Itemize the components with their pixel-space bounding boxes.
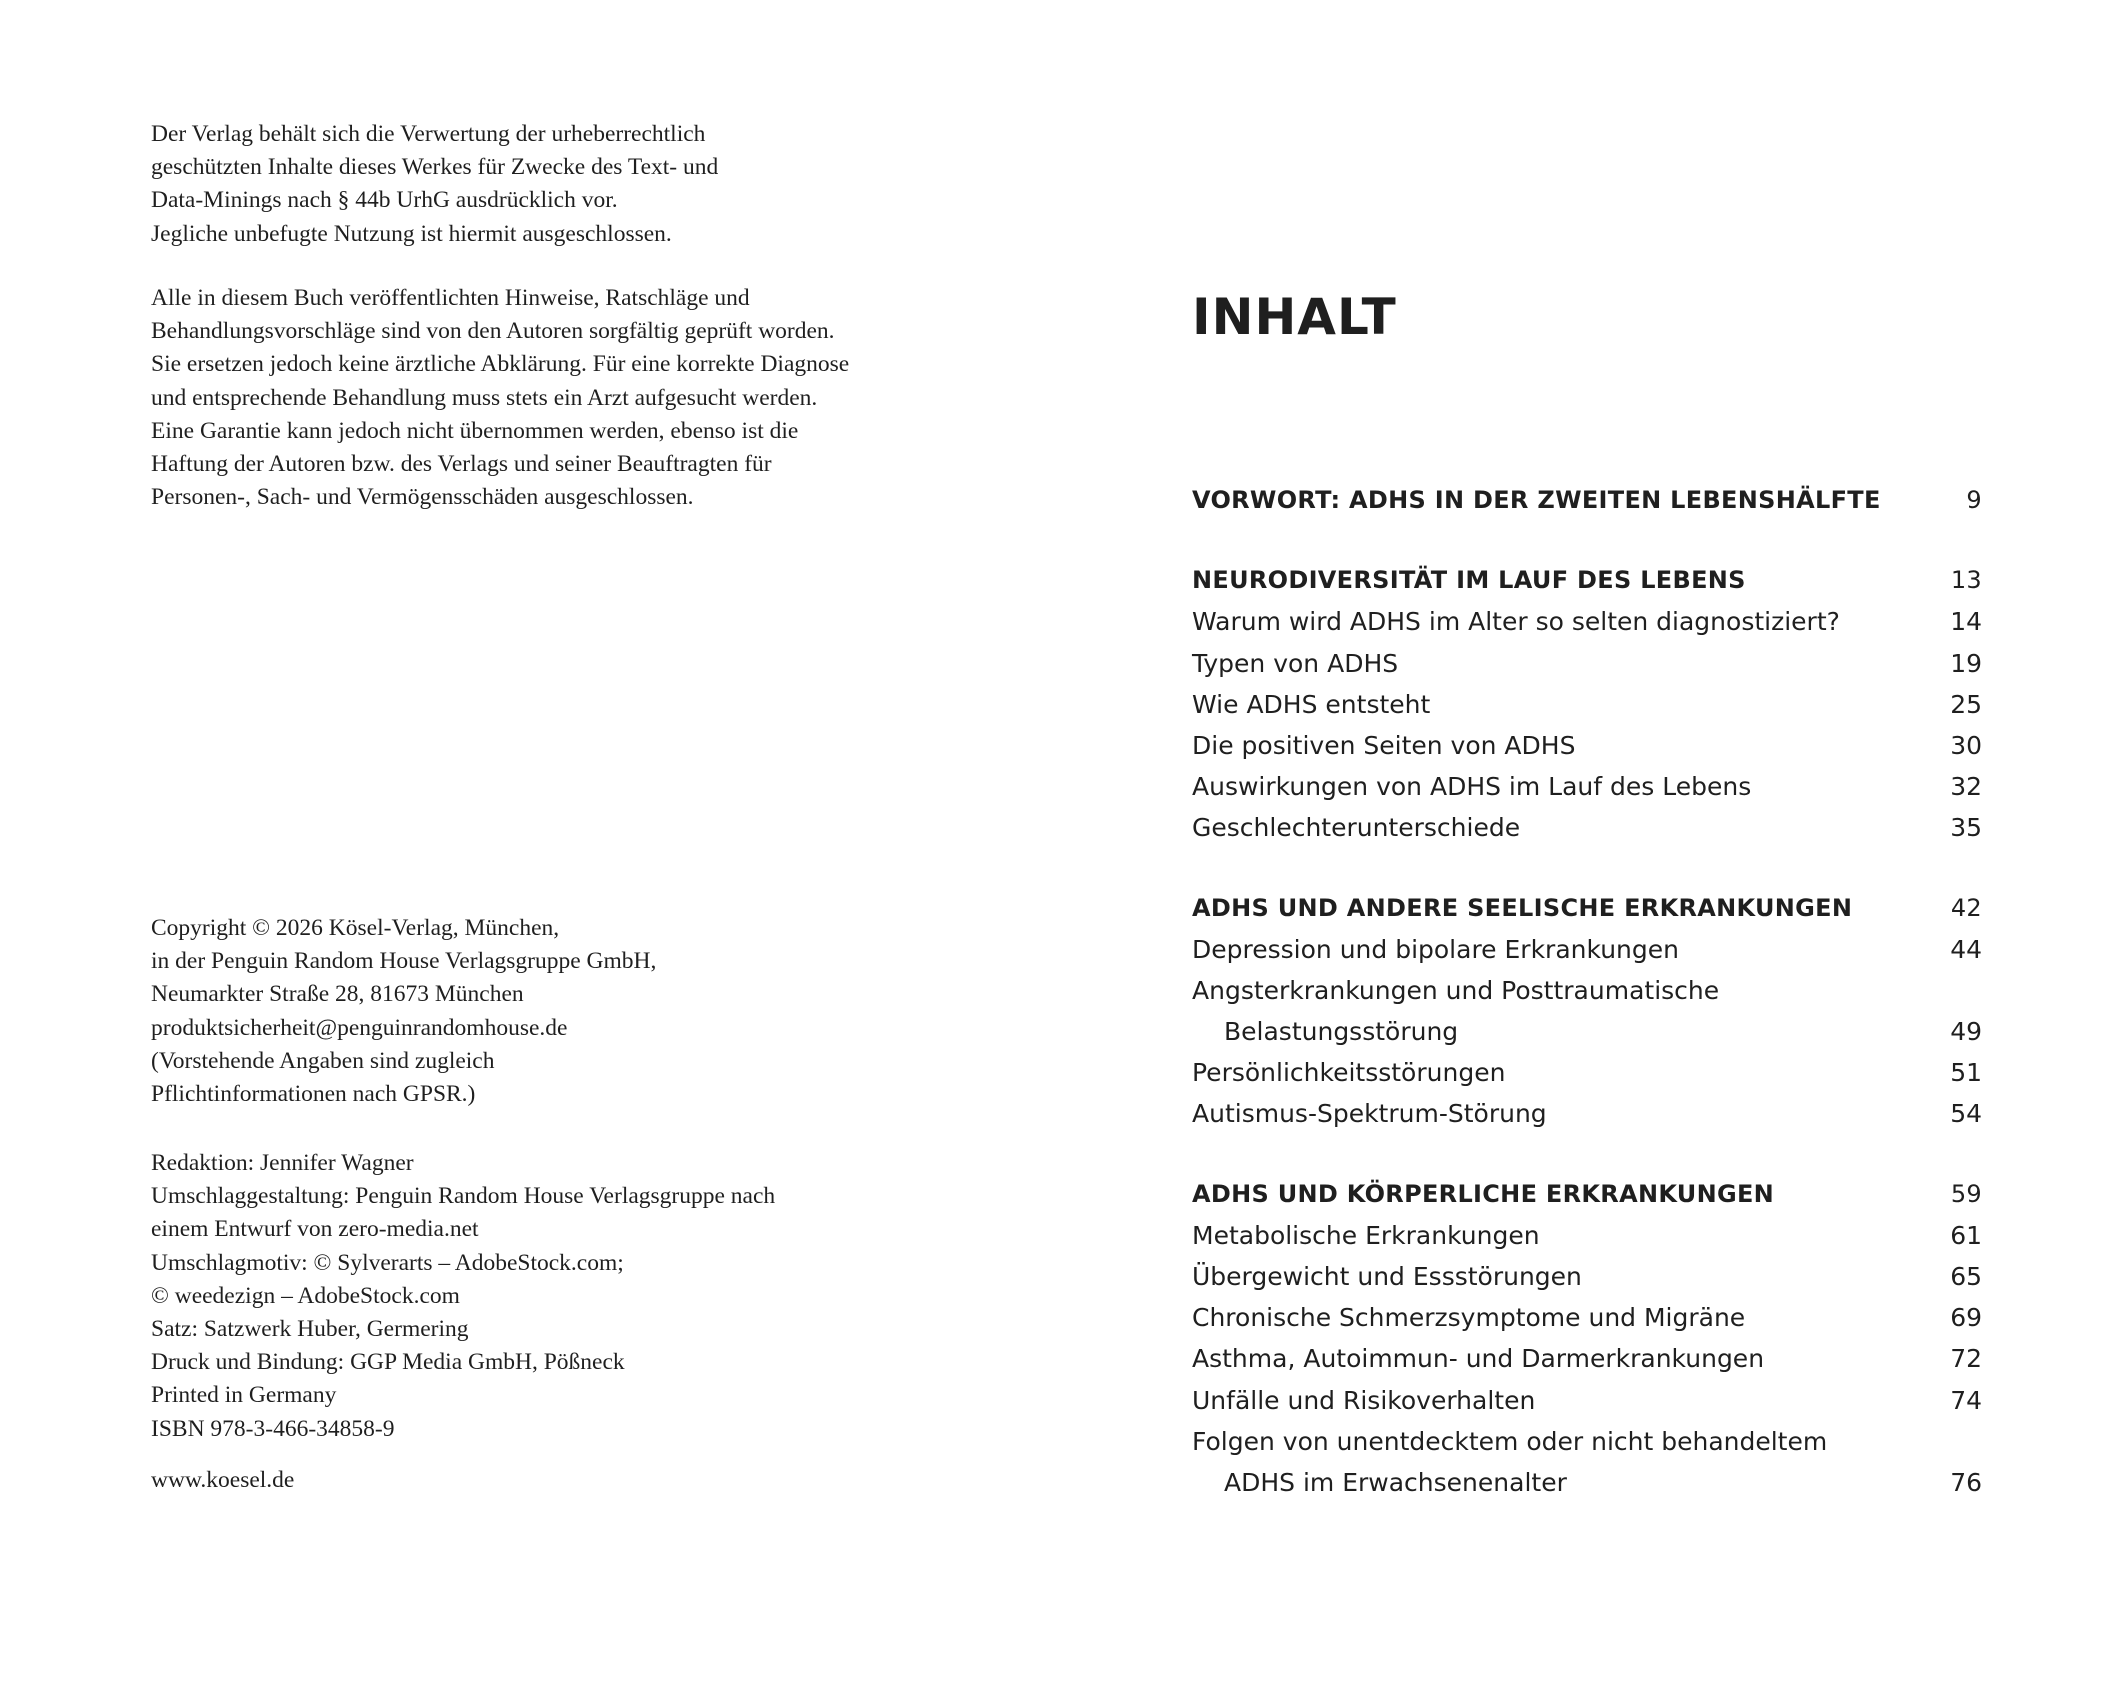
toc-list [1192, 480, 1982, 1503]
toc-entry [1192, 1421, 1982, 1462]
toc-page-number: 35 [1950, 813, 1982, 843]
toc-label: Auswirkungen von ADHS im Lauf des Lebens [1192, 772, 1752, 802]
toc-chapter [1192, 888, 1982, 929]
publisher-website [151, 1464, 294, 1497]
toc-page-number: 69 [1950, 1303, 1982, 1333]
toc-title: INHALT [1192, 288, 1397, 346]
toc-page-number: 72 [1950, 1344, 1982, 1374]
text-line: einem Entwurf von zero-media.net [151, 1216, 479, 1243]
toc-page-number: 74 [1950, 1385, 1982, 1415]
text-line: Data-Minings nach § 44b UrhG ausdrücklich vor. [151, 187, 618, 214]
toc-page-number: 30 [1950, 730, 1982, 760]
toc-label: ADHS UND ANDERE SEELISCHE ERKRANKUNGEN [1192, 893, 1853, 922]
text-line: Umschlagmotiv: © Sylverarts – AdobeStock.com; [151, 1249, 624, 1276]
toc-page-number: 19 [1950, 648, 1982, 678]
toc-entry [1192, 1093, 1982, 1134]
text-line: Druck und Bindung: GGP Media GmbH, Pößneck [151, 1349, 625, 1376]
toc-entry [1192, 1256, 1982, 1297]
text-line: Eine Garantie kann jedoch nicht übernommen werden, ebenso ist die [151, 417, 799, 444]
toc-chapter [1192, 560, 1982, 601]
text-line: Haftung der Autoren bzw. des Verlags und seiner Beauftragten für [151, 451, 772, 478]
toc-page-number: 51 [1950, 1058, 1982, 1088]
toc-entry [1192, 766, 1982, 807]
text-line: Alle in diesem Buch veröffentlichten Hinweise, Ratschläge und [151, 285, 750, 311]
toc-label: Geschlechterunterschiede [1192, 813, 1521, 843]
toc-page-number: 61 [1950, 1220, 1982, 1250]
text-line: Personen-, Sach- und Vermögensschäden ausgeschlossen. [151, 484, 694, 511]
toc-page-number: 54 [1950, 1099, 1982, 1129]
toc-label: ADHS UND KÖRPERLICHE ERKRANKUNGEN [1192, 1179, 1775, 1208]
toc-page-number: 9 [1966, 486, 1982, 514]
text-line: Sie ersetzen jedoch keine ärztliche Abklärung. Für eine korrekte Diagnose [151, 351, 850, 378]
text-line: Pflichtinformationen nach GPSR.) [151, 1081, 476, 1108]
toc-entry [1192, 807, 1982, 848]
text-line: Umschlaggestaltung: Penguin Random House Verlagsgruppe nach [151, 1183, 776, 1210]
toc-page-number: 13 [1950, 566, 1982, 595]
toc-page-number: 59 [1950, 1179, 1982, 1208]
text-line: Der Verlag behält sich die Verwertung der urheberrechtlich [151, 121, 706, 147]
toc-label: Chronische Schmerzsymptome und Migräne [1192, 1303, 1746, 1333]
toc-entry [1192, 725, 1982, 766]
toc-entry [1192, 970, 1982, 1011]
toc-label: ADHS im Erwachsenenalter [1224, 1467, 1567, 1497]
toc-label: Typen von ADHS [1192, 648, 1399, 678]
toc-entry [1192, 929, 1982, 970]
text-line: und entsprechende Behandlung muss stets ein Arzt aufgesucht werden. [151, 384, 818, 411]
text-line: geschützten Inhalte dieses Werkes für Zwecke des Text- und [151, 154, 719, 181]
text-line: Redaktion: Jennifer Wagner [151, 1150, 414, 1176]
toc-label: Angsterkrankungen und Posttraumatische [1192, 975, 1720, 1005]
toc-entry [1192, 1380, 1982, 1421]
text-line: Neumarkter Straße 28, 81673 München [151, 981, 524, 1008]
toc-entry-continuation [1192, 1011, 1982, 1052]
toc-entry [1192, 643, 1982, 684]
toc-chapter [1192, 1174, 1982, 1215]
toc-label: Übergewicht und Essstörungen [1192, 1262, 1582, 1291]
toc-page-number: 42 [1950, 893, 1982, 922]
toc-entry [1192, 601, 1982, 642]
text-line: in der Penguin Random House Verlagsgruppe GmbH, [151, 948, 657, 975]
text-line: Jegliche unbefugte Nutzung ist hiermit ausgeschlossen. [151, 220, 672, 247]
toc-label: Persönlichkeitsstörungen [1192, 1058, 1506, 1088]
toc-entry [1192, 1297, 1982, 1338]
website-url: www.koesel.de [151, 1467, 295, 1493]
toc-page-number: 49 [1950, 1017, 1982, 1047]
toc-entry [1192, 1338, 1982, 1379]
toc-label: Autismus-Spektrum-Störung [1192, 1099, 1547, 1129]
toc-label: Asthma, Autoimmun- und Darmerkrankungen [1192, 1344, 1765, 1374]
toc-label: Belastungsstörung [1224, 1017, 1459, 1047]
toc-entry [1192, 1052, 1982, 1093]
toc-page-number: 25 [1950, 689, 1982, 719]
text-line: Copyright © 2026 Kösel-Verlag, München, [151, 915, 560, 941]
text-line: produktsicherheit@penguinrandomhouse.de [151, 1014, 568, 1041]
toc-page-number: 76 [1950, 1467, 1982, 1497]
toc-label: Die positiven Seiten von ADHS [1192, 730, 1576, 760]
toc-label: Folgen von unentdecktem oder nicht behandeltem [1192, 1426, 1828, 1456]
legal-notice-disclaimer [151, 282, 849, 514]
toc-label: Depression und bipolare Erkrankungen [1192, 934, 1679, 964]
credits-block [151, 1147, 775, 1446]
toc-label: VORWORT: ADHS IN DER ZWEITEN LEBENSHÄLFTE [1192, 486, 1881, 514]
toc-entry [1192, 1215, 1982, 1256]
text-line: ISBN 978-3-466-34858-9 [151, 1415, 395, 1442]
text-line: Behandlungsvorschläge sind von den Autoren sorgfältig geprüft worden. [151, 318, 835, 345]
toc-entry-continuation [1192, 1462, 1982, 1503]
text-line: Satz: Satzwerk Huber, Germering [151, 1316, 469, 1343]
toc-page-number: 65 [1950, 1262, 1982, 1291]
legal-notice-text-mining [151, 118, 718, 251]
toc-label: Warum wird ADHS im Alter so selten diagnostiziert? [1192, 607, 1840, 637]
text-line: © weedezign – AdobeStock.com [151, 1282, 460, 1309]
copyright-block [151, 912, 656, 1111]
toc-label: NEURODIVERSITÄT IM LAUF DES LEBENS [1192, 566, 1746, 595]
toc-label: Wie ADHS entsteht [1192, 689, 1431, 719]
text-line: (Vorstehende Angaben sind zugleich [151, 1047, 495, 1074]
toc-chapter [1192, 480, 1982, 521]
toc-label: Unfälle und Risikoverhalten [1192, 1385, 1536, 1415]
toc-page-number: 32 [1950, 772, 1982, 802]
toc-page-number: 44 [1950, 934, 1982, 964]
toc-entry [1192, 684, 1982, 725]
toc-page-number: 14 [1950, 607, 1982, 637]
toc-label: Metabolische Erkrankungen [1192, 1220, 1540, 1250]
text-line: Printed in Germany [151, 1382, 337, 1409]
